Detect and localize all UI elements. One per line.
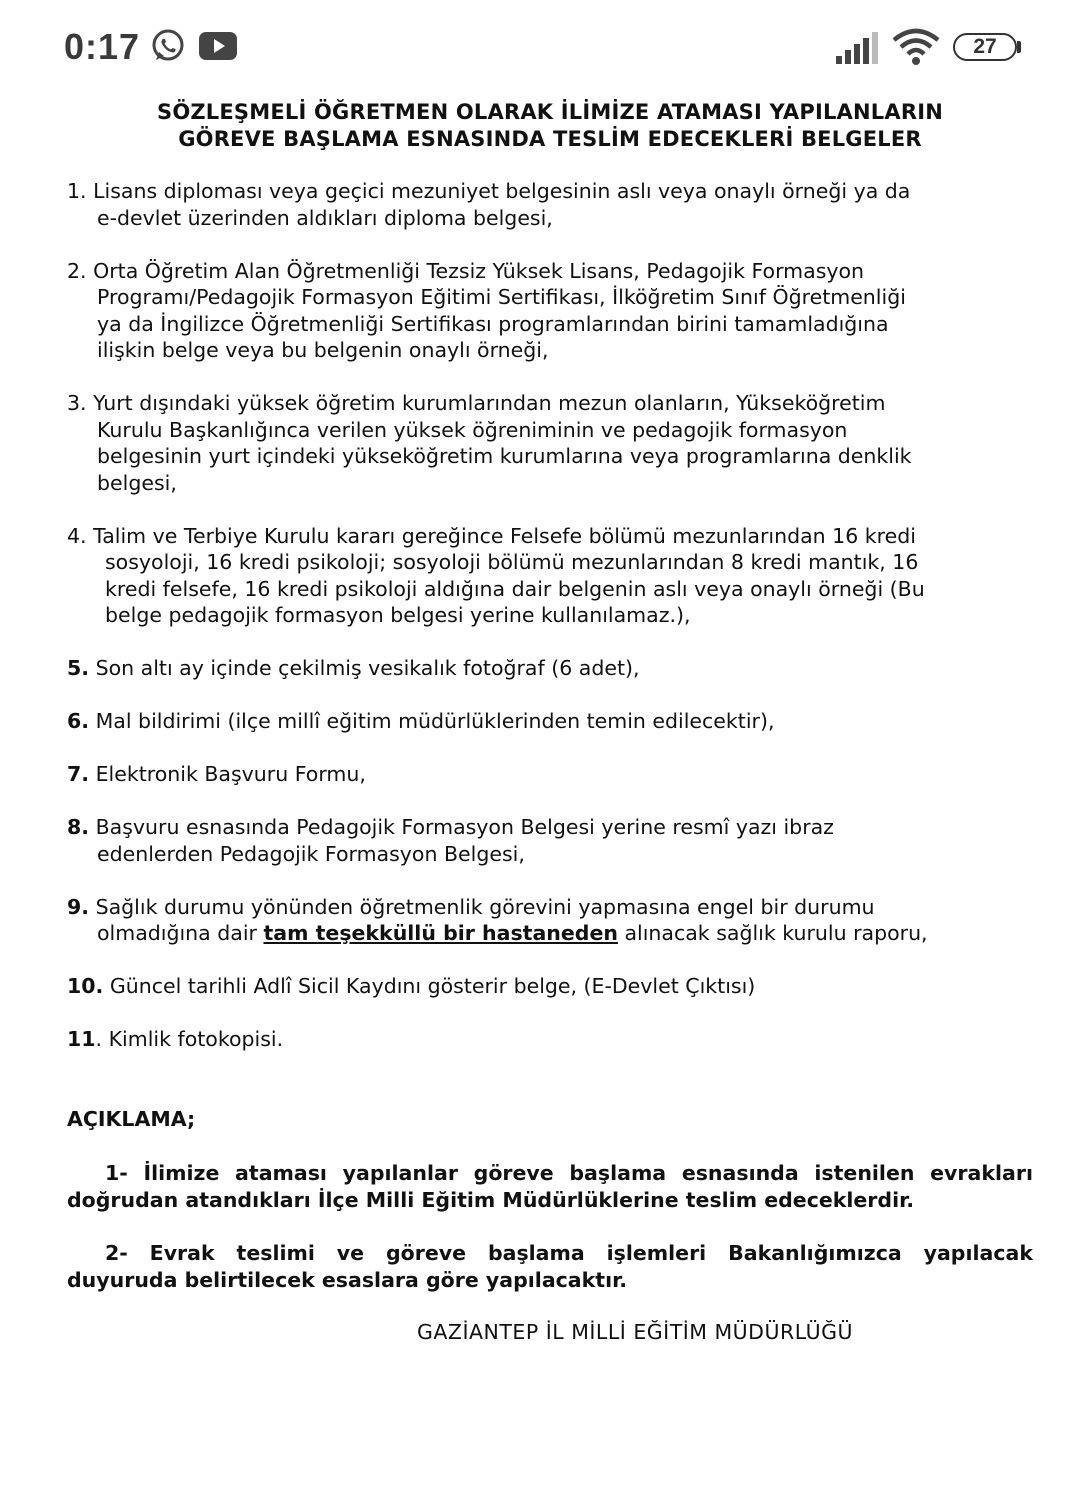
explanation-paragraph <box>67 1240 1033 1294</box>
item-number: 6. <box>67 709 90 733</box>
clock: 0:17 <box>64 26 141 67</box>
item-text: edenlerden Pedagojik Formasyon Belgesi, <box>97 841 525 866</box>
list-item <box>67 655 1057 682</box>
paragraph-line: 1- İlimize ataması yapılanlar göreve başlama esnasında istenilen evrakları <box>105 1161 1033 1185</box>
item-text: Talim ve Terbiye Kurulu kararı gereğince Felsefe bölümü mezunlarından 16 kredi <box>93 523 916 548</box>
emphasized-text: tam teşekküllü bir hastaneden <box>263 921 618 945</box>
paragraph-line: duyuruda belirtilecek esaslara göre yapılacaktır. <box>67 1268 628 1292</box>
explanation-paragraph <box>67 1160 1033 1214</box>
list-item <box>67 258 1057 364</box>
youtube-icon <box>199 32 237 60</box>
item-text: kredi felsefe, 16 kredi psikoloji aldığına dair belgenin aslı veya onaylı örneği (Bu <box>105 576 925 601</box>
item-number: 3. <box>67 391 87 415</box>
item-text: Programı/Pedagojik Formasyon Eğitimi Sertifikası, İlköğretim Sınıf Öğretmenliği <box>97 285 906 309</box>
item-number: 10. <box>67 974 104 998</box>
paragraph-line: doğrudan atandıkları İlçe Milli Eğitim Müdürlüklerine teslim edeceklerdir. <box>67 1188 915 1212</box>
item-number: 8. <box>67 815 90 839</box>
item-number-punct: . <box>95 1027 103 1051</box>
item-text: Yurt dışındaki yüksek öğretim kurumlarından mezun olanların, Yükseköğretim <box>93 391 886 415</box>
title-line-1: SÖZLEŞMELİ ÖĞRETMEN OLARAK İLİMİZE ATAMASI YAPILANLARIN <box>157 100 943 124</box>
list-item <box>67 523 1057 629</box>
battery-icon: 27 <box>953 33 1017 61</box>
list-item <box>67 708 1057 735</box>
item-text: olmadığına dair <box>97 921 264 945</box>
item-text: Başvuru esnasında Pedagojik Formasyon Belgesi yerine resmî yazı ibraz <box>95 815 834 839</box>
item-text: Mal bildirimi (ilçe millî eğitim müdürlüklerinden temin edilecektir), <box>95 709 775 733</box>
wifi-icon <box>892 28 940 66</box>
item-number: 5. <box>67 656 90 680</box>
document-list <box>67 178 1057 1079</box>
list-item <box>67 1026 1057 1053</box>
item-text: e-devlet üzerinden aldıkları diploma belgesi, <box>97 205 553 230</box>
whatsapp-icon <box>150 28 186 64</box>
list-item <box>67 814 1057 867</box>
explanation-heading: AÇIKLAMA; <box>67 1107 196 1131</box>
list-item <box>67 178 1057 231</box>
item-text: Son altı ay içinde çekilmiş vesikalık fotoğraf (6 adet), <box>95 656 640 680</box>
item-number: 9. <box>67 894 90 919</box>
item-text: Sağlık durumu yönünden öğretmenlik görevini yapmasına engel bir durumu <box>95 894 875 919</box>
signal-icon <box>836 32 878 64</box>
item-text: alınacak sağlık kurulu raporu, <box>617 921 928 945</box>
item-text: belgesinin yurt içindeki yükseköğretim kurumlarına veya programlarına denklik <box>97 444 912 468</box>
list-item <box>67 390 1057 496</box>
signature: GAZİANTEP İL MİLLİ EĞİTİM MÜDÜRLÜĞÜ <box>417 1320 854 1344</box>
item-text: Elektronik Başvuru Formu, <box>95 762 366 786</box>
list-item <box>67 761 1057 788</box>
item-number: 1. <box>67 179 87 203</box>
title-line-2: GÖREVE BAŞLAMA ESNASINDA TESLİM EDECEKLERİ BELGELER <box>178 127 922 151</box>
list-item <box>67 973 1057 1000</box>
item-text: belge pedagojik formasyon belgesi yerine kullanılamaz.), <box>105 603 691 627</box>
item-text: ya da İngilizce Öğretmenliği Sertifikası programlarından birini tamamladığına <box>97 311 889 336</box>
item-number: 2. <box>67 258 87 283</box>
status-bar <box>0 0 1080 96</box>
item-text: Lisans diploması veya geçici mezuniyet belgesinin aslı veya onaylı örneği ya da <box>93 179 911 203</box>
item-text: Kurulu Başkanlığınca verilen yüksek öğreniminin ve pedagojik formasyon <box>97 417 848 442</box>
document-title <box>0 99 1080 153</box>
item-text: Kimlik fotokopisi. <box>108 1027 284 1051</box>
item-text: ilişkin belge veya bu belgenin onaylı örneği, <box>97 338 549 362</box>
item-number: 7. <box>67 762 90 786</box>
item-text: sosyoloji, 16 kredi psikoloji; sosyoloji bölümü mezunlarından 8 kredi mantık, 16 <box>105 550 919 574</box>
battery-tip <box>1017 41 1021 53</box>
item-number: 11 <box>67 1027 96 1051</box>
item-text: Orta Öğretim Alan Öğretmenliği Tezsiz Yüksek Lisans, Pedagojik Formasyon <box>93 258 865 283</box>
item-text: belgesi, <box>97 470 177 495</box>
list-item <box>67 894 1057 947</box>
item-text: Güncel tarihli Adlî Sicil Kaydını gösterir belge, (E-Devlet Çıktısı) <box>109 974 756 998</box>
paragraph-line: 2- Evrak teslimi ve göreve başlama işlemleri Bakanlığımızca yapılacak <box>105 1241 1033 1265</box>
item-number: 4. <box>67 523 87 548</box>
